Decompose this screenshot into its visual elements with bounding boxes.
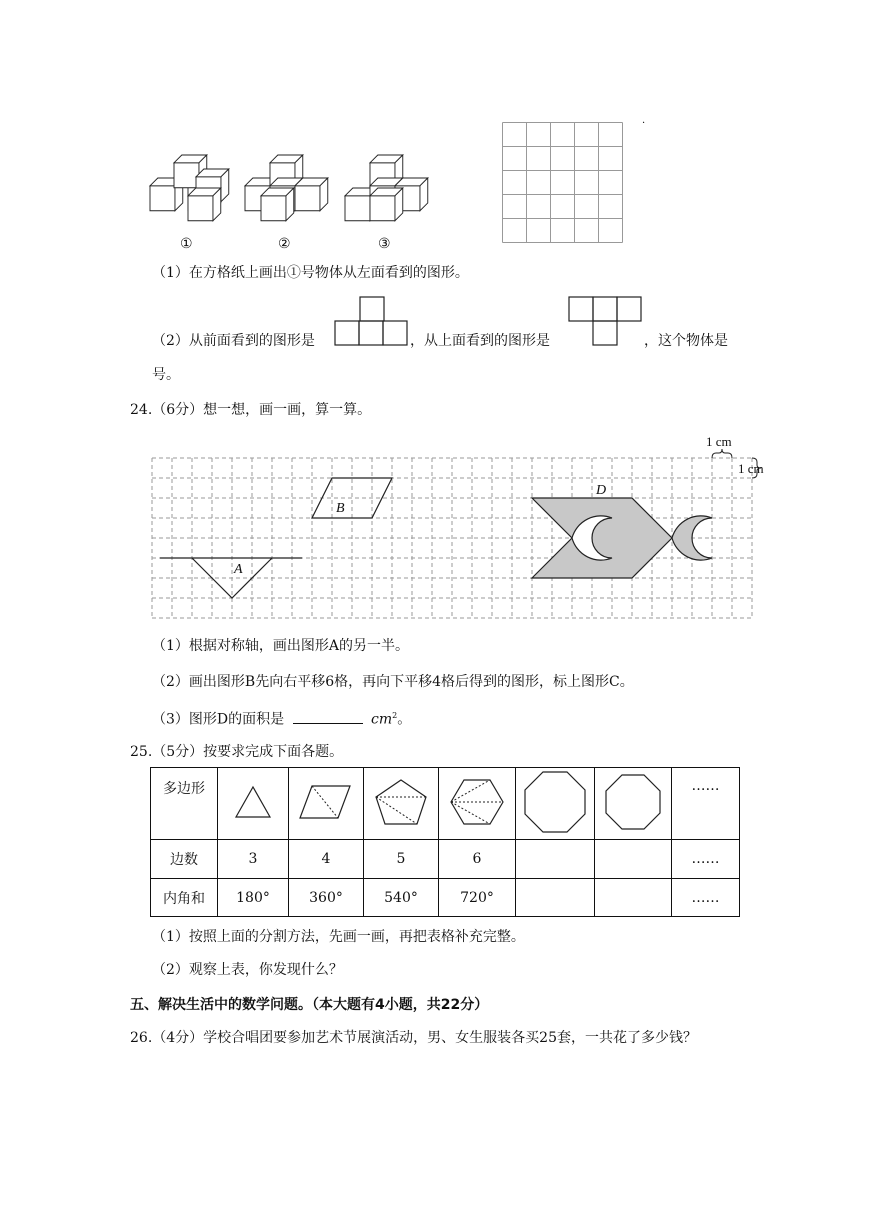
- sides-cell: 3: [218, 840, 289, 879]
- q24-part3-text: （3）图形D的面积是: [152, 711, 285, 728]
- q23-part2-a: （2）从前面看到的图形是: [152, 333, 315, 349]
- pentagon-icon: [373, 777, 429, 827]
- q24-part2: （2）画出图形B先向右平移6格，再向下平移4格后得到的图形，标上图形C。: [152, 674, 634, 690]
- figure-label-3: ③: [378, 236, 391, 252]
- top-view-shape: [568, 296, 644, 346]
- cell-octagon-1[interactable]: [516, 768, 595, 840]
- hexagon-icon: [448, 777, 506, 827]
- row-header-sides: 边数: [151, 840, 218, 879]
- figure-d-label: D: [596, 483, 607, 498]
- q25-part2: （2）观察上表，你发现什么？: [152, 962, 343, 978]
- q25-title: 25.（5分）按要求完成下面各题。: [130, 744, 344, 760]
- cell-triangle: [218, 768, 289, 840]
- parallelogram-icon: [298, 784, 354, 820]
- figure-label-1: ①: [180, 236, 193, 252]
- table-row-angles: [151, 879, 740, 917]
- q23-part2-b: ，从上面看到的图形是: [410, 333, 550, 349]
- sides-cell: 6: [439, 840, 516, 879]
- figure-a-label: A: [234, 562, 243, 577]
- grid-paper[interactable]: [502, 122, 624, 244]
- angle-cell: 360°: [289, 879, 364, 917]
- cube-figure-1: [150, 155, 229, 221]
- q24-part1: （1）根据对称轴，画出图形A的另一半。: [152, 638, 410, 654]
- q24-title: 24.（6分）想一想，画一画，算一算。: [130, 402, 372, 418]
- figure-b-label: B: [336, 501, 345, 516]
- table-row-polygons: [151, 768, 740, 840]
- area-answer-blank[interactable]: [293, 709, 363, 724]
- triangle-icon: [233, 784, 273, 820]
- q23-part2-d: 号。: [152, 367, 180, 383]
- cell-quadrilateral: [289, 768, 364, 840]
- q24-part3: [152, 706, 411, 730]
- angle-cell: ……: [672, 879, 740, 917]
- octagon-icon: [522, 769, 588, 835]
- octagon-icon: [603, 772, 663, 832]
- q23-part2-c: ，这个物体是: [644, 333, 728, 349]
- stray-dot: ·: [642, 118, 646, 129]
- row-header-angles: 内角和: [151, 879, 218, 917]
- cube-figure-3: [345, 155, 428, 221]
- q23-part1: （1）在方格纸上画出①号物体从左面看到的图形。: [152, 265, 469, 281]
- angle-cell: 720°: [439, 879, 516, 917]
- sides-cell: 5: [364, 840, 439, 879]
- row-header-polygon: 多边形: [151, 768, 218, 840]
- unit-sup: 2: [392, 711, 398, 720]
- q25-part1: （1）按照上面的分割方法，先画一画，再把表格补充完整。: [152, 929, 525, 945]
- unit-label-horizontal: 1 cm: [706, 434, 732, 449]
- angle-cell: 180°: [218, 879, 289, 917]
- cell-hexagon: [439, 768, 516, 840]
- cube-figures: [140, 145, 440, 230]
- angle-cell: 540°: [364, 879, 439, 917]
- angle-cell-blank[interactable]: [595, 879, 672, 917]
- polygon-table: [150, 767, 740, 917]
- unit-brace-horizontal: [712, 449, 732, 458]
- table-row-sides: [151, 840, 740, 879]
- cell-ellipsis-polygon: ……: [672, 768, 740, 840]
- cube-figure-2: [245, 155, 328, 221]
- q24-part3-end: 。: [397, 711, 412, 728]
- sides-cell-blank[interactable]: [516, 840, 595, 879]
- q24-grid-figure[interactable]: [150, 432, 780, 624]
- sides-cell: 4: [289, 840, 364, 879]
- section5-title: 五、解决生活中的数学问题。（本大题有4小题，共22分）: [130, 997, 489, 1013]
- front-view-shape: [334, 296, 410, 346]
- sides-cell-blank[interactable]: [595, 840, 672, 879]
- sides-cell: ……: [672, 840, 740, 879]
- cell-octagon-2[interactable]: [595, 768, 672, 840]
- q26-title: 26.（4分）学校合唱团要参加艺术节展演活动，男、女生服装各买25套，一共花了多少钱？: [130, 1030, 697, 1046]
- unit-cm: cm: [371, 711, 393, 728]
- cell-pentagon: [364, 768, 439, 840]
- unit-label-vertical: 1 cm: [738, 461, 764, 476]
- figure-label-2: ②: [278, 236, 291, 252]
- angle-cell-blank[interactable]: [516, 879, 595, 917]
